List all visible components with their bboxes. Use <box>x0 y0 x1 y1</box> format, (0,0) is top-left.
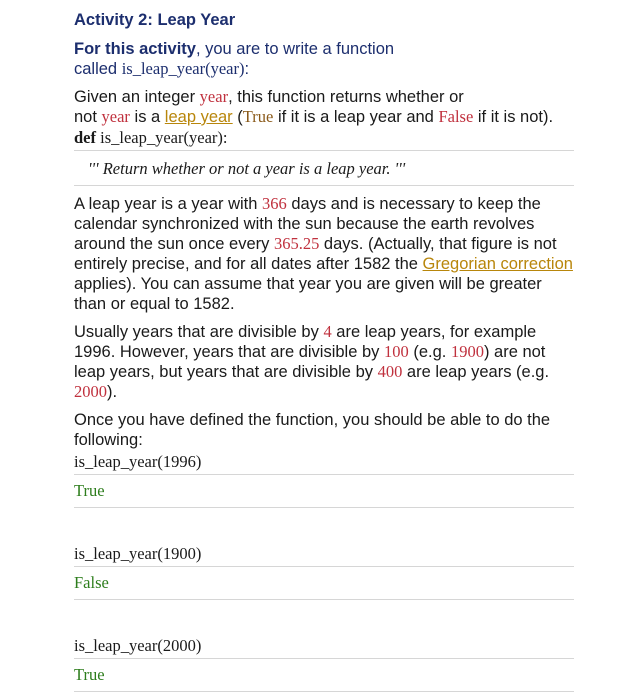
instructions-paragraph: Once you have defined the function, you should be able to do the following: <box>74 411 551 449</box>
docstring: ''' Return whether or not a year is a leap year. ''' <box>74 157 574 186</box>
function-signature: def is_leap_year(year): <box>74 127 574 151</box>
gregorian-correction-link[interactable]: Gregorian correction <box>422 255 573 273</box>
leap-year-explanation: A leap year is a year with 366 days and is necessary to keep the calendar synchronized with the sun because the earth revolves around the sun once every 365.25 days. (Actually, that figure is not entirely precise, and for all dates after 1582 the Gregorian correction applies). You can assume that year you are given will be greater than or equal to 1582. <box>74 194 573 313</box>
intro-bold: For this activity <box>74 40 196 58</box>
true-keyword: True <box>242 107 274 126</box>
activity-title: Activity 2: Leap Year <box>74 11 236 29</box>
example-block <box>74 634 574 692</box>
example-result: False <box>74 567 574 600</box>
param-year: year <box>199 87 229 106</box>
example-block <box>74 542 574 600</box>
param-year: year <box>101 107 130 126</box>
intro-paragraph: For this activity, you are to write a function called is_leap_year(year): <box>74 40 395 78</box>
example-call: is_leap_year(2000) <box>74 634 574 659</box>
leap-year-link[interactable]: leap year <box>164 108 233 126</box>
false-keyword: False <box>438 107 474 126</box>
example-result: True <box>74 475 574 508</box>
description-paragraph: Given an integer year, this function returns whether or not year is a leap year (True if it is a leap year and False if it is not). <box>74 87 554 126</box>
activity-document <box>74 6 574 692</box>
function-name: is_leap_year(year) <box>121 59 245 78</box>
example-call: is_leap_year(1900) <box>74 542 574 567</box>
def-keyword: def <box>74 128 101 147</box>
example-result: True <box>74 659 574 692</box>
divisibility-rules: Usually years that are divisible by 4 are leap years, for example 1996. However, years that are divisible by 100 (e.g. 1900) are not leap years, but years that are divisible by 400 are leap years (e.g. 2000). <box>74 322 550 401</box>
example-block <box>74 450 574 508</box>
example-call: is_leap_year(1996) <box>74 450 574 475</box>
